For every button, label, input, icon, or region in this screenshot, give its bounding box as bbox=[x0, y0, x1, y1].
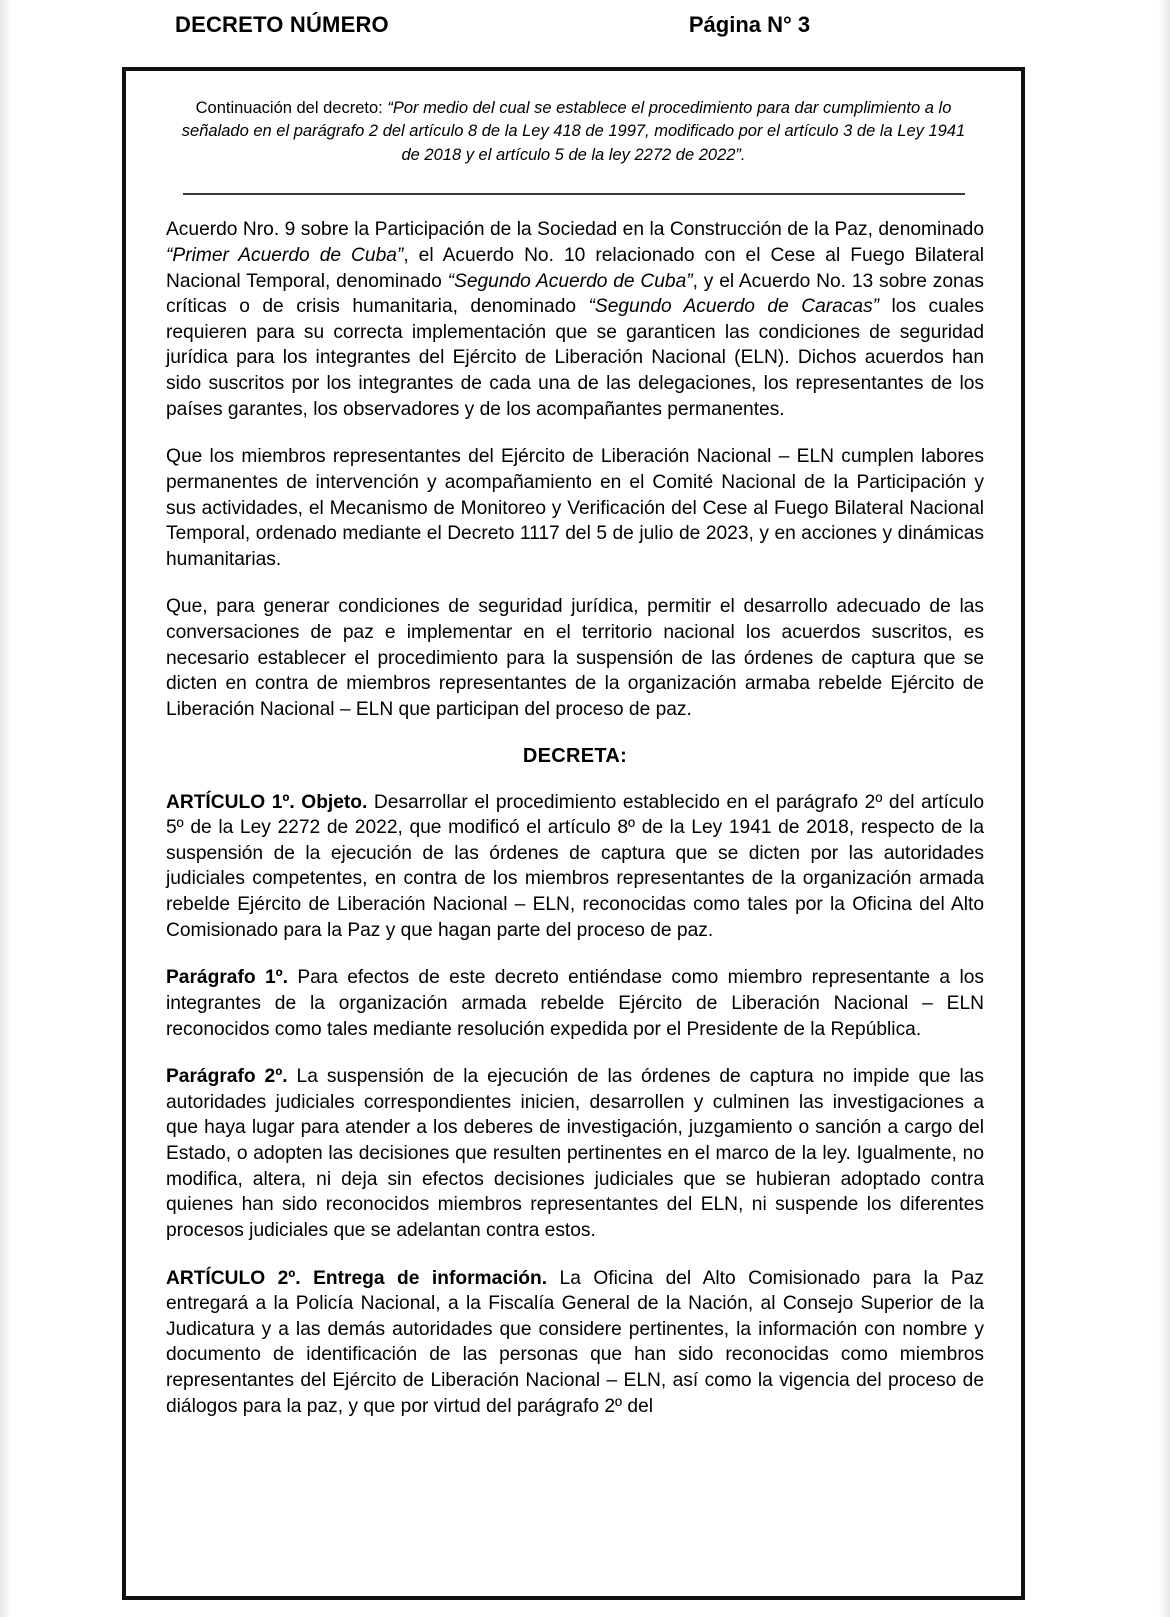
acuerdos-text-b: , el Acuerdo No. 10 relacionado con el Cese al Fuego Bilateral Nacional Temporal, denominado bbox=[166, 244, 985, 292]
document-page bbox=[12, 0, 1158, 1617]
paragraph-1-text: Para efectos de este decreto entiéndase como miembro representante a los integrantes de la organización armada rebelde Ejército de Liberación Nacional – ELN reconocidos como tales mediante resolución expedida por el Presidente de la República. bbox=[166, 967, 984, 1040]
paragraph-2 bbox=[166, 1064, 984, 1243]
article-1-text: Desarrollar el procedimiento establecido en el parágrafo 2º del artículo 5º de la Ley 2272 de 2022, que modificó el artículo 8º de la Ley 1941 de 2018, respecto de la suspensión de la ejecución de las órdenes de captura que se dicten por las autoridades judiciales competentes, en contra de los miembros representantes de la organización armada rebelde Ejército de Liberación Nacional – ELN, reconocidas como tales por la Oficina del Alto Comisionado para la Paz y que hagan parte del proceso de paz. bbox=[166, 791, 984, 941]
paragraph-condiciones-seguridad-juridica: Que, para generar condiciones de seguridad jurídica, permitir el desarrollo adecuado de las conversaciones de paz e implementar en el territorio nacional los acuerdos suscritos, es necesario establecer el procedimiento para la suspensión de las órdenes de captura que se dicten en contra de miembros representantes de la organización armaba rebelde Ejército de Liberación Nacional – ELN que participan del proceso de paz. bbox=[166, 596, 984, 720]
decreta-heading: DECRETA: bbox=[522, 744, 628, 767]
article-1-objeto bbox=[166, 790, 984, 944]
acuerdos-text-a: Acuerdo Nro. 9 sobre la Participación de la Sociedad en la Construcción de la Paz, denominado bbox=[166, 219, 984, 241]
continuation-quoted-title: “Por medio del cual se establece el procedimiento para dar cumplimiento a lo señalado en el parágrafo 2 del artículo 8 de la Ley 418 de 1997, modificado por el artículo 3 de la Ley 1941 de 2018 y el artículo 5 de la ley 2272 de 2022”. bbox=[181, 99, 966, 164]
continuation-lead: Continuación del decreto: bbox=[195, 99, 388, 117]
paragraph-1-label: Parágrafo 1º. bbox=[166, 967, 288, 989]
page-edge-shadow-right bbox=[1158, 0, 1170, 1617]
paragraph-acuerdos bbox=[166, 217, 984, 422]
header-divider-rule bbox=[183, 193, 965, 195]
paragraph-1 bbox=[166, 965, 984, 1042]
page-edge-shadow-left bbox=[0, 0, 12, 1617]
article-2-entrega-informacion bbox=[166, 1266, 984, 1420]
continuation-note bbox=[179, 97, 969, 167]
page-number-label: Página N° 3 bbox=[688, 12, 811, 37]
document-body-inner bbox=[126, 71, 1021, 1596]
paragraph-2-label: Parágrafo 2º. bbox=[166, 1066, 288, 1088]
paragraph-miembros-representantes: Que los miembros representantes del Ejército de Liberación Nacional – ELN cumplen labores permanentes de intervención y acompañamiento en el Comité Nacional de la Participación y sus actividades, el Mecanismo de Monitoreo y Verificación del Cese al Fuego Bilateral Nacional Temporal, ordenado mediante el Decreto 1117 del 5 de julio de 2023, y en acciones y dinámicas humanitarias. bbox=[166, 446, 984, 570]
article-2-text: La Oficina del Alto Comisionado para la Paz entregará a la Policía Nacional, a la Fiscalía General de la Nación, al Consejo Superior de la Judicatura y a las demás autoridades que considere pertinentes, la información con nombre y documento de identificación de las personas que han sido reconocidas como miembros representantes del Ejército de Liberación Nacional – ELN, así como la vigencia del proceso de diálogos para la paz, y que por virtud del parágrafo 2º del bbox=[166, 1267, 984, 1417]
document-body-text bbox=[166, 217, 984, 1419]
document-header bbox=[175, 12, 975, 38]
acuerdos-text-c: , y el Acuerdo No. 13 sobre zonas críticas o de crisis humanitaria, denominado bbox=[166, 270, 984, 318]
document-body-frame bbox=[122, 67, 1025, 1600]
acuerdos-italic-primer-acuerdo-cuba: “Primer Acuerdo de Cuba” bbox=[166, 244, 404, 266]
article-2-label: ARTÍCULO 2º. Entrega de información. bbox=[166, 1267, 548, 1289]
article-1-label: ARTÍCULO 1º. Objeto. bbox=[166, 791, 368, 813]
acuerdos-italic-segundo-acuerdo-caracas: “Segundo Acuerdo de Caracas” bbox=[588, 296, 880, 318]
acuerdos-italic-segundo-acuerdo-cuba: “Segundo Acuerdo de Cuba” bbox=[447, 270, 693, 292]
acuerdos-text-d: los cuales requieren para su correcta implementación que se garanticen las condiciones de seguridad jurídica para los integrantes del Ejército de Liberación Nacional (ELN). Dichos acuerdos han sido suscritos por los integrantes de cada una de las delegaciones, los representantes de los países garantes, los observadores y de los acompañantes permanentes. bbox=[166, 296, 985, 420]
decreto-numero-label: DECRETO NÚMERO bbox=[175, 12, 389, 37]
paragraph-2-text: La suspensión de la ejecución de las órdenes de captura no impide que las autoridades judiciales correspondientes inicien, desarrollen y culminen las investigaciones a que haya lugar para atender a los deberes de investigación, juzgamiento o sanción a cargo del Estado, o adopten las decisiones que resulten pertinentes en el marco de la ley. Igualmente, no modifica, altera, ni deja sin efectos decisiones judiciales que se hubieran adoptado contra quienes han sido reconocidos miembros representantes del ELN, ni suspende los diferentes procesos judiciales que se adelantan contra estos. bbox=[166, 1066, 984, 1241]
